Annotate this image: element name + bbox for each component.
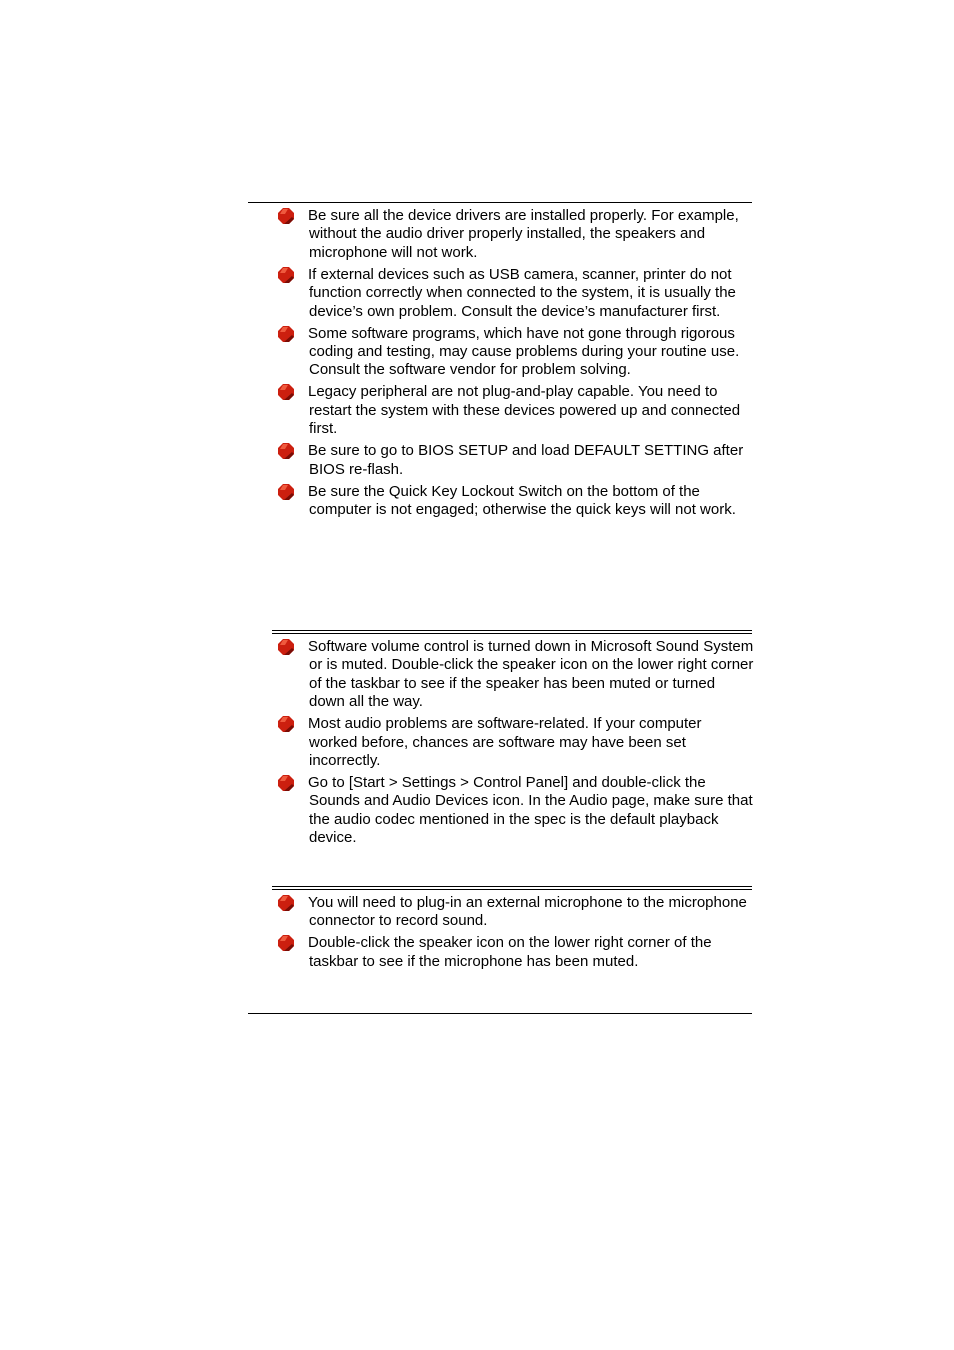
- general-tips-section: [276, 207, 754, 523]
- red-gem-bullet-icon: [278, 326, 294, 342]
- list-item: [276, 442, 754, 479]
- audio-section-rule: [272, 630, 752, 634]
- list-item-text: You will need to plug-in an external microphone to the microphone connector to record sound.: [308, 894, 747, 930]
- list-item: [276, 207, 754, 262]
- top-rule: [248, 202, 752, 203]
- red-gem-bullet-icon: [278, 639, 294, 655]
- list-item-text: Be sure to go to BIOS SETUP and load DEFAULT SETTING after BIOS re-flash.: [308, 442, 744, 478]
- list-item: [276, 325, 754, 380]
- microphone-section-rule: [272, 886, 752, 890]
- list-item: [276, 383, 754, 438]
- list-item: [276, 774, 754, 848]
- list-item: [276, 894, 754, 931]
- red-gem-bullet-icon: [278, 384, 294, 400]
- red-gem-bullet-icon: [278, 208, 294, 224]
- list-item-text: Double-click the speaker icon on the lower right corner of the taskbar to see if the microphone has been muted.: [308, 934, 712, 970]
- list-item-text: If external devices such as USB camera, scanner, printer do not function correctly when connected to the system, it is usually the device’s own problem. Consult the device’s manufacturer first.: [308, 265, 736, 320]
- list-item: [276, 715, 754, 770]
- bottom-rule: [248, 1013, 752, 1014]
- red-gem-bullet-icon: [278, 267, 294, 283]
- list-item-text: Software volume control is turned down in Microsoft Sound System or is muted. Double-click the speaker icon on the lower right corner of the taskbar to see if the speaker has been muted or turned down all the way.: [308, 638, 754, 711]
- list-item-text: Some software programs, which have not gone through rigorous coding and testing, may cause problems during your routine use. Consult the software vendor for problem solving.: [308, 324, 740, 379]
- red-gem-bullet-icon: [278, 775, 294, 791]
- red-gem-bullet-icon: [278, 484, 294, 500]
- list-item-text: Most audio problems are software-related. If your computer worked before, chances are software may have been set incorrectly.: [308, 715, 702, 770]
- red-gem-bullet-icon: [278, 443, 294, 459]
- microphone-tips-section: [276, 894, 754, 975]
- red-gem-bullet-icon: [278, 716, 294, 732]
- list-item: [276, 934, 754, 971]
- list-item-text: Go to [Start > Settings > Control Panel] and double-click the Sounds and Audio Devices icon. In the Audio page, make sure that the audio codec mentioned in the spec is the default playback device.: [308, 774, 753, 847]
- list-item-text: Be sure all the device drivers are installed properly. For example, without the audio driver properly installed, the speakers and microphone will not work.: [308, 207, 739, 261]
- list-item: [276, 266, 754, 321]
- audio-tips-section: [276, 638, 754, 851]
- list-item: [276, 483, 754, 520]
- red-gem-bullet-icon: [278, 935, 294, 951]
- red-gem-bullet-icon: [278, 895, 294, 911]
- list-item: [276, 638, 754, 712]
- list-item-text: Legacy peripheral are not plug-and-play capable. You need to restart the system with these devices powered up and connected first.: [308, 383, 741, 438]
- list-item-text: Be sure the Quick Key Lockout Switch on the bottom of the computer is not engaged; otherwise the quick keys will not work.: [308, 482, 736, 519]
